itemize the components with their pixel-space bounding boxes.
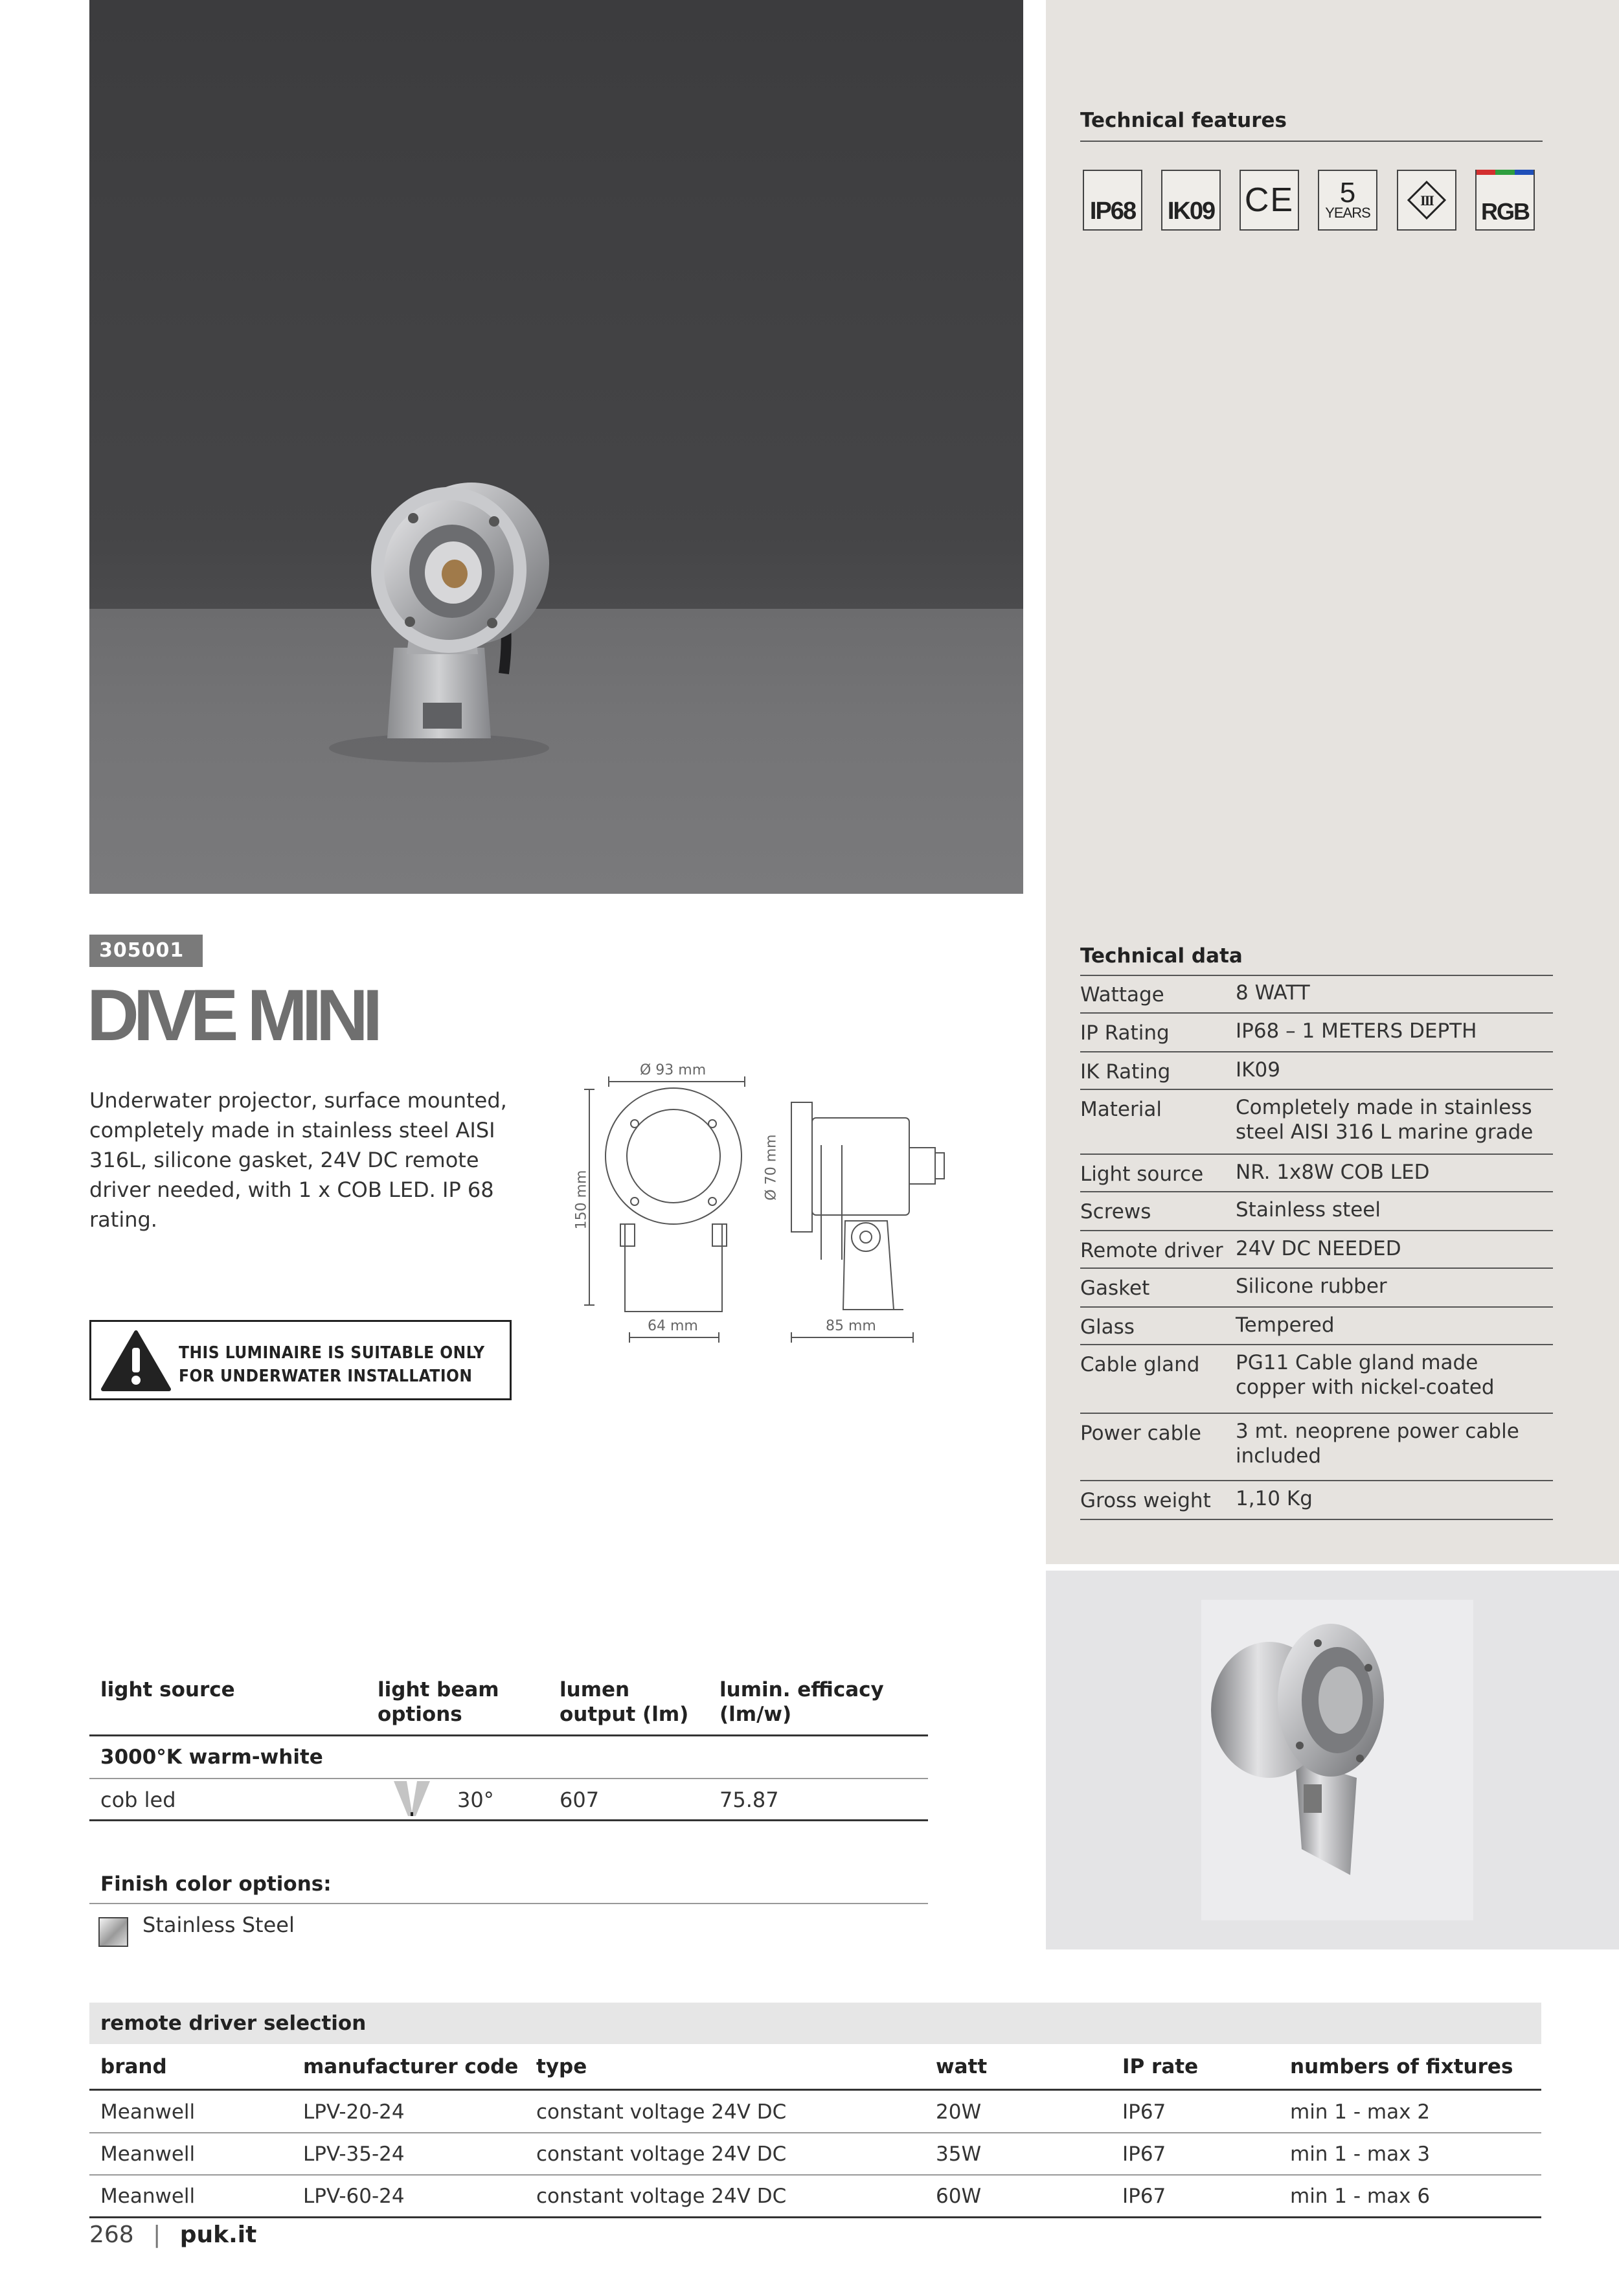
projector-photo-illustration <box>89 0 1023 894</box>
warning-text-line2: FOR UNDERWATER INSTALLATION <box>179 1367 473 1386</box>
light-source-value: cob led <box>100 1788 176 1812</box>
lumen-output-value: 607 <box>560 1788 600 1812</box>
table-row: IP Rating IP68 – 1 METERS DEPTH <box>1080 1012 1553 1052</box>
column-header-lumen: lumen output (lm) <box>560 1678 689 1726</box>
divider <box>89 2089 1541 2091</box>
rgb-stripe <box>1477 170 1534 175</box>
table-row: Screws Stainless steel <box>1080 1191 1553 1231</box>
finish-option-label: Stainless Steel <box>142 1913 295 1937</box>
warranty-badge: 5 YEARS <box>1318 170 1377 231</box>
dimension-drawing-lines <box>563 1062 952 1347</box>
dimension-inner-diameter: Ø 70 mm <box>763 1134 780 1201</box>
product-detail-photo <box>1046 1571 1619 1949</box>
divider <box>1080 141 1543 142</box>
driver-table-title: remote driver selection <box>100 2012 367 2035</box>
divider <box>89 1819 928 1821</box>
table-row: Glass Tempered <box>1080 1306 1553 1345</box>
column-header-efficacy: lumin. efficacy (lm/w) <box>719 1678 884 1726</box>
underwater-warning-box <box>89 1320 512 1400</box>
ik09-badge: IK09 <box>1161 170 1221 231</box>
ip68-badge: IP68 <box>1083 170 1142 231</box>
dimension-height: 150 mm <box>573 1170 590 1230</box>
table-row: Cable gland PG11 Cable gland made copper with nickel-coated <box>1080 1344 1553 1414</box>
column-header-code: manufacturer code <box>303 2055 519 2078</box>
column-header-fixtures: numbers of fixtures <box>1290 2055 1513 2078</box>
site-link[interactable]: puk.it <box>179 2222 257 2248</box>
table-row: Gasket Silicone rubber <box>1080 1267 1553 1308</box>
color-temperature-group: 3000°K warm-white <box>100 1745 323 1769</box>
divider <box>89 2216 1541 2218</box>
dimension-drawing <box>563 1062 952 1347</box>
divider <box>89 2174 1541 2176</box>
column-header-brand: brand <box>100 2055 167 2078</box>
ce-badge: CE <box>1240 170 1299 231</box>
table-row: Wattage 8 WATT <box>1080 975 1553 1014</box>
warning-text-line1: THIS LUMINAIRE IS SUITABLE ONLY <box>179 1343 485 1363</box>
warning-icon <box>100 1330 172 1392</box>
table-row: Power cable 3 mt. neoprene power cable included <box>1080 1413 1553 1481</box>
stainless-steel-swatch <box>98 1917 128 1947</box>
dimension-base-width: 64 mm <box>648 1318 698 1334</box>
beam-angle-icon <box>392 1780 431 1819</box>
table-row: Light source NR. 1x8W COB LED <box>1080 1154 1553 1192</box>
projector-detail-illustration <box>1046 1571 1619 1949</box>
column-header-light-source: light source <box>100 1678 235 1701</box>
hero-product-photo <box>89 0 1023 894</box>
svg-text:III: III <box>1420 192 1433 209</box>
rgb-badge: RGB <box>1475 170 1535 231</box>
efficacy-value: 75.87 <box>719 1788 779 1812</box>
class-iii-icon <box>1406 179 1447 221</box>
finish-title: Finish color options: <box>100 1872 332 1896</box>
product-description: Underwater projector, surface mounted, completely made in stainless steel AISI 316L, silicone gasket, 24V DC remote driver needed, with 1 x COB LED. IP 68 rating. <box>89 1088 507 1232</box>
divider <box>89 2132 1541 2133</box>
page-footer: 268 | puk.it <box>89 2222 257 2248</box>
beam-angle-value: 30° <box>457 1788 494 1812</box>
divider <box>89 1734 928 1736</box>
dimension-diameter: Ø 93 mm <box>640 1062 707 1078</box>
driver-table-title-bar <box>89 2003 1541 2044</box>
column-header-ip: IP rate <box>1122 2055 1199 2078</box>
class-iii-badge <box>1397 170 1456 231</box>
table-row: Gross weight 1,10 Kg <box>1080 1480 1553 1520</box>
product-name: DIVE MINI <box>87 975 377 1056</box>
technical-data-title: Technical data <box>1080 944 1243 968</box>
divider <box>89 1778 928 1779</box>
dimension-depth: 85 mm <box>826 1318 876 1334</box>
page-number: 268 <box>89 2222 134 2248</box>
table-row: Material Completely made in stainless steel AISI 316 L marine grade <box>1080 1089 1553 1155</box>
column-header-beam: light beam options <box>378 1678 499 1726</box>
product-code-badge: 305001 <box>89 935 203 967</box>
column-header-type: type <box>536 2055 587 2078</box>
divider <box>89 1903 928 1904</box>
column-header-watt: watt <box>936 2055 988 2078</box>
technical-features-title: Technical features <box>1080 109 1287 132</box>
table-row: IK Rating IK09 <box>1080 1051 1553 1090</box>
table-row: Remote driver 24V DC NEEDED <box>1080 1230 1553 1269</box>
